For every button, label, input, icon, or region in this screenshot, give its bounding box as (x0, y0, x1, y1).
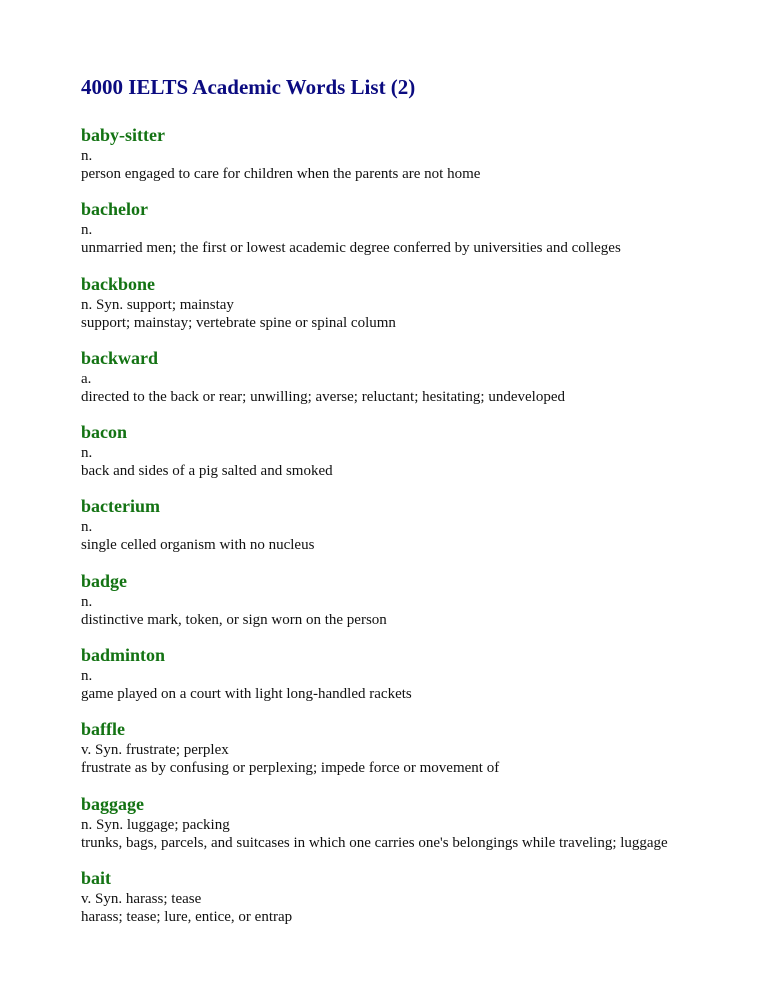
word-entry (81, 124, 768, 198)
word-entry (81, 793, 768, 867)
page-title: 4000 IELTS Academic Words List (2) (81, 75, 416, 99)
entry-word: backward (81, 347, 159, 368)
entry-definition: frustrate as by confusing or perplexing; impede force or movement of (81, 760, 500, 777)
entry-part-of-speech: n. (81, 222, 93, 239)
word-list (81, 124, 768, 941)
entry-part-of-speech: v. Syn. frustrate; perplex (81, 742, 229, 759)
word-entry (81, 867, 768, 941)
word-entry (81, 495, 768, 569)
word-entry (81, 570, 768, 644)
entry-definition: distinctive mark, token, or sign worn on the person (81, 611, 387, 628)
entry-definition: person engaged to care for children when the parents are not home (81, 166, 481, 182)
entry-part-of-speech: n. (81, 445, 93, 462)
word-entry (81, 421, 768, 495)
entry-word: baggage (81, 793, 144, 814)
word-entry (81, 273, 768, 347)
entry-word: badminton (81, 645, 166, 666)
entry-definition: game played on a court with light long-handled rackets (81, 686, 412, 703)
entry-word: badge (81, 570, 128, 591)
entry-word: backbone (81, 273, 156, 294)
entry-part-of-speech: n. (81, 519, 93, 536)
entry-word: bacterium (81, 496, 160, 517)
entry-part-of-speech: v. Syn. harass; tease (81, 890, 202, 907)
entry-definition: unmarried men; the first or lowest academic degree conferred by universities and colleges (81, 240, 621, 257)
entry-definition: directed to the back or rear; unwilling; averse; reluctant; hesitating; undeveloped (81, 388, 565, 405)
entry-definition: back and sides of a pig salted and smoked (81, 463, 333, 480)
entry-word: baffle (81, 719, 125, 740)
entry-definition: single celled organism with no nucleus (81, 537, 315, 554)
entry-definition: support; mainstay; vertebrate spine or spinal column (81, 314, 396, 331)
entry-part-of-speech: n. Syn. luggage; packing (81, 816, 230, 833)
entry-word: bachelor (81, 199, 148, 220)
entry-word: bacon (81, 422, 128, 443)
entry-definition: harass; tease; lure, entice, or entrap (81, 908, 293, 925)
entry-word: bait (81, 867, 112, 888)
entry-definition: trunks, bags, parcels, and suitcases in which one carries one's belongings while traveling; luggage (81, 834, 668, 851)
word-entry (81, 718, 768, 792)
entry-part-of-speech: a. (81, 370, 92, 387)
entry-word: baby-sitter (81, 125, 165, 145)
word-entry (81, 644, 768, 718)
word-entry (81, 198, 768, 272)
entry-part-of-speech: n. Syn. support; mainstay (81, 296, 234, 313)
entry-part-of-speech: n. (81, 148, 93, 164)
entry-part-of-speech: n. (81, 593, 93, 610)
entry-part-of-speech: n. (81, 668, 93, 685)
word-entry (81, 347, 768, 421)
